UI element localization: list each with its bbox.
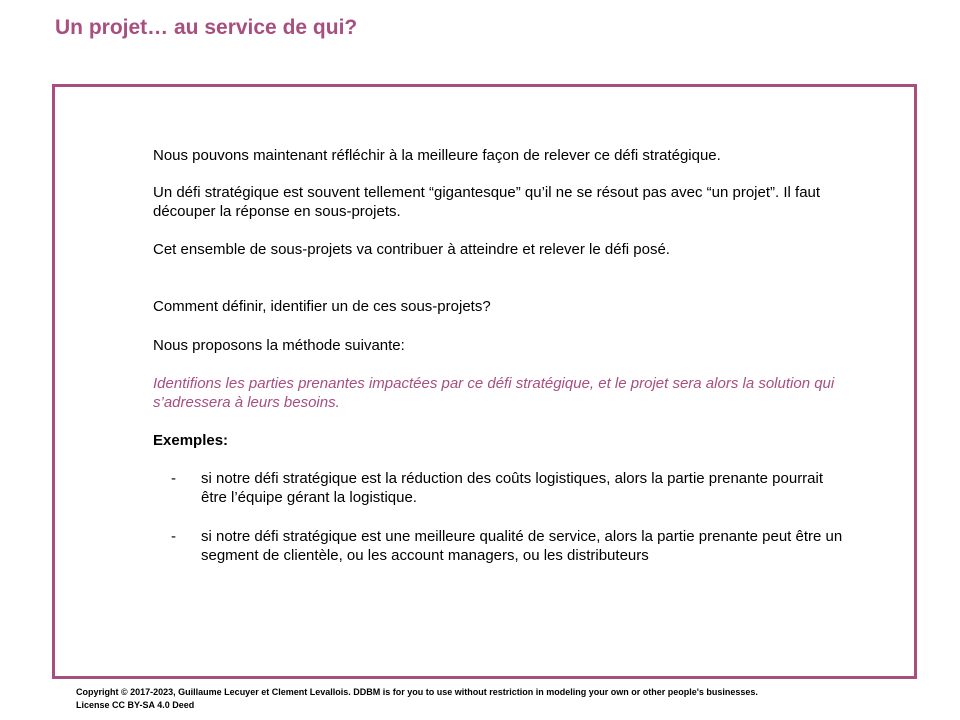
- slide-title: Un projet… au service de qui?: [55, 16, 358, 39]
- example-text: si notre défi stratégique est la réduction des coûts logistiques, alors la partie prenante pourrait être l’équipe gérant la logistique.: [201, 470, 824, 506]
- subprojects-paragraph: Cet ensemble de sous-projets va contribuer à atteindre et relever le défi posé.: [153, 241, 670, 258]
- license-notice: License CC BY-SA 4.0 Deed: [76, 700, 195, 710]
- examples-list: [153, 469, 843, 565]
- example-text: si notre défi stratégique est une meilleure qualité de service, alors la partie prenante peut être un segment de clientèle, ou les account managers, ou les distributeurs: [201, 528, 843, 564]
- example-item: [153, 469, 843, 507]
- intro-paragraph: Nous pouvons maintenant réfléchir à la meilleure façon de relever ce défi stratégique.: [153, 147, 721, 164]
- method-intro-paragraph: Nous proposons la méthode suivante:: [153, 337, 405, 354]
- content-body: [153, 146, 843, 565]
- question-paragraph: Comment définir, identifier un de ces sous-projets?: [153, 298, 491, 315]
- bullet-dash: -: [171, 528, 176, 545]
- strategy-paragraph: Un défi stratégique est souvent tellement “gigantesque” qu’il ne se résout pas avec “un projet”. Il faut découper la réponse en sous-projets.: [153, 184, 821, 220]
- copyright-notice: Copyright © 2017-2023, Guillaume Lecuyer et Clement Levallois. DDBM is for you to use without restriction in modeling your own or other people's businesses.: [76, 687, 758, 697]
- footer: [76, 686, 926, 712]
- example-item: [153, 527, 843, 565]
- bullet-dash: -: [171, 470, 176, 487]
- examples-heading: Exemples:: [153, 432, 229, 449]
- content-frame: [52, 84, 917, 679]
- method-highlight: Identifions les parties prenantes impactées par ce défi stratégique, et le projet sera alors la solution qui s’adressera à leurs besoins.: [153, 375, 835, 411]
